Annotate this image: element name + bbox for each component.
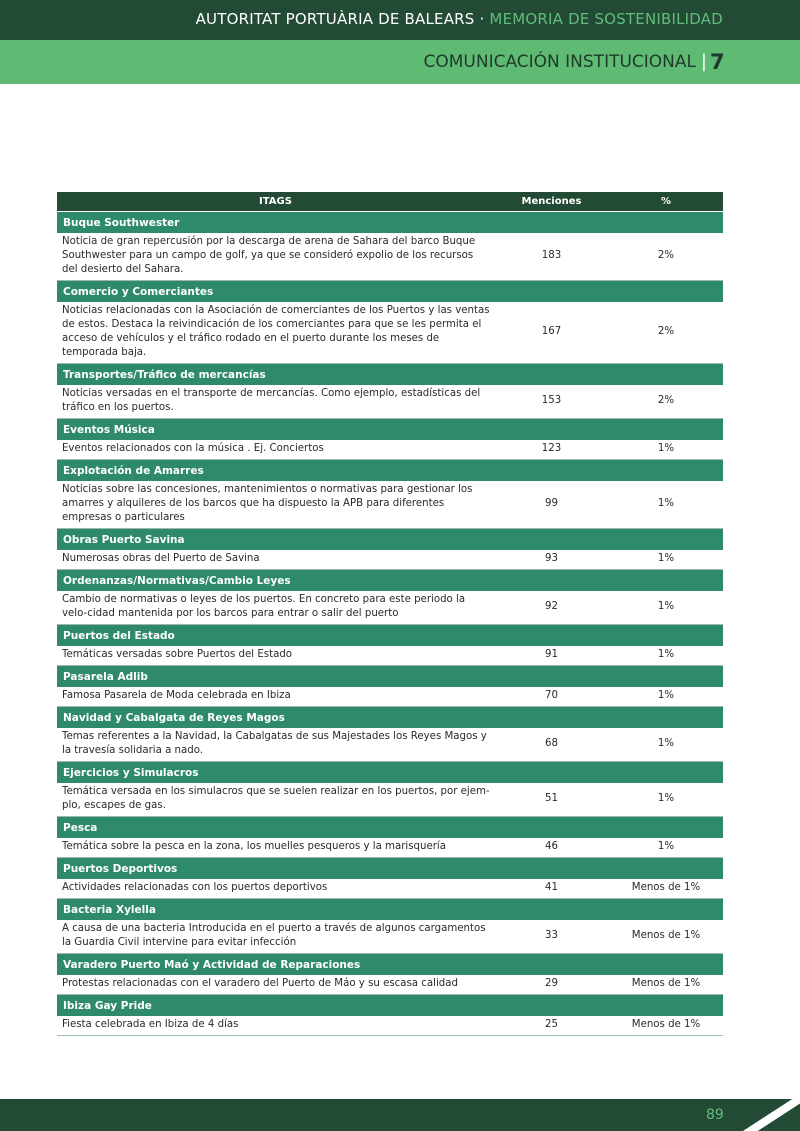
section-pipe: | (700, 51, 707, 72)
row-mentions: 33 (494, 920, 609, 954)
row-percent: 2% (609, 233, 723, 281)
category-label: Explotación de Amarres (57, 460, 723, 482)
column-header-percent: % (609, 192, 723, 212)
row-percent: Menos de 1% (609, 975, 723, 995)
table-row (57, 783, 723, 817)
row-description: Actividades relacionadas con los puertos deportivos (57, 879, 494, 899)
table-row (57, 385, 723, 419)
org-name: AUTORITAT PORTUÀRIA DE BALEARS (195, 10, 475, 28)
row-description: Cambio de normativas o leyes de los puertos. En concreto para este periodo la velo-cidad mantenida por los barcos para entrar o salir del puerto (57, 591, 494, 625)
category-label: Varadero Puerto Maó y Actividad de Reparaciones (57, 954, 723, 976)
category-label: Bacteria Xylella (57, 899, 723, 921)
category-row (57, 419, 723, 441)
category-label: Ibiza Gay Pride (57, 995, 723, 1017)
category-label: Navidad y Cabalgata de Reyes Magos (57, 707, 723, 729)
row-percent: 1% (609, 838, 723, 858)
row-percent: 1% (609, 687, 723, 707)
row-mentions: 183 (494, 233, 609, 281)
table-row (57, 233, 723, 281)
row-description: Noticia de gran repercusión por la descarga de arena de Sahara del barco Buque Southwester para un campo de golf, ya que se consideró expolio de los recursos del desierto del Sahara. (57, 233, 494, 281)
row-percent: Menos de 1% (609, 1016, 723, 1036)
category-label: Ejercicios y Simulacros (57, 762, 723, 784)
row-mentions: 99 (494, 481, 609, 529)
row-description: Noticias versadas en el transporte de mercancías. Como ejemplo, estadísticas del tráfico en los puertos. (57, 385, 494, 419)
row-mentions: 93 (494, 550, 609, 570)
category-label: Obras Puerto Savina (57, 529, 723, 551)
category-label: Puertos Deportivos (57, 858, 723, 880)
row-description: Eventos relacionados con la música . Ej. Conciertos (57, 440, 494, 460)
category-row (57, 625, 723, 647)
top-header-bar (0, 0, 800, 40)
row-description: Noticias sobre las concesiones, mantenimientos o normativas para gestionar los amarres y alquileres de los barcos que ha dispuesto la APB para diferentes empresas o particulares (57, 481, 494, 529)
table-row (57, 975, 723, 995)
category-row (57, 460, 723, 482)
row-mentions: 167 (494, 302, 609, 364)
category-row (57, 281, 723, 303)
publication-title (196, 10, 723, 28)
table-row (57, 481, 723, 529)
category-label: Buque Southwester (57, 212, 723, 234)
row-percent: 1% (609, 440, 723, 460)
row-percent: 2% (609, 385, 723, 419)
row-mentions: 153 (494, 385, 609, 419)
row-description: Protestas relacionadas con el varadero del Puerto de Máo y su escasa calidad (57, 975, 494, 995)
row-description: Noticias relacionadas con la Asociación de comerciantes de los Puertos y las ventas de estos. Destaca la reivindicación de los comerciantes para que se les permita el acceso de vehículos y el tráfico rodado en el puerto durante los meses de temporada baja. (57, 302, 494, 364)
category-row (57, 364, 723, 386)
table-row (57, 838, 723, 858)
row-percent: 1% (609, 550, 723, 570)
section-number: 7 (710, 50, 725, 74)
row-percent: 2% (609, 302, 723, 364)
row-mentions: 25 (494, 1016, 609, 1036)
row-description: Famosa Pasarela de Moda celebrada en Ibiza (57, 687, 494, 707)
table-row (57, 728, 723, 762)
category-row (57, 899, 723, 921)
row-percent: 1% (609, 591, 723, 625)
row-percent: 1% (609, 783, 723, 817)
category-label: Transportes/Tráfico de mercancías (57, 364, 723, 386)
category-row (57, 666, 723, 688)
table-row (57, 440, 723, 460)
table-row (57, 1016, 723, 1036)
row-mentions: 68 (494, 728, 609, 762)
category-row (57, 762, 723, 784)
title-separator: · (474, 10, 490, 28)
row-mentions: 29 (494, 975, 609, 995)
row-mentions: 51 (494, 783, 609, 817)
page-number: 89 (706, 1107, 724, 1123)
category-row (57, 707, 723, 729)
table-header-row (57, 192, 723, 212)
table-row (57, 302, 723, 364)
row-description: Temas referentes a la Navidad, la Cabalgatas de sus Majestades los Reyes Magos y la travesía solidaria a nado. (57, 728, 494, 762)
category-row (57, 954, 723, 976)
row-mentions: 123 (494, 440, 609, 460)
decorative-stripe (727, 1099, 800, 1131)
category-row (57, 212, 723, 234)
category-label: Eventos Música (57, 419, 723, 441)
row-mentions: 70 (494, 687, 609, 707)
category-label: Pesca (57, 817, 723, 839)
row-percent: 1% (609, 481, 723, 529)
row-description: Temática sobre la pesca en la zona, los muelles pesqueros y la marisquería (57, 838, 494, 858)
row-percent: Menos de 1% (609, 879, 723, 899)
section-header-bar (0, 40, 800, 84)
row-percent: 1% (609, 728, 723, 762)
footer-bar (0, 1099, 800, 1131)
category-row (57, 858, 723, 880)
row-mentions: 92 (494, 591, 609, 625)
category-label: Ordenanzas/Normativas/Cambio Leyes (57, 570, 723, 592)
row-percent: Menos de 1% (609, 920, 723, 954)
row-description: Fiesta celebrada en Ibiza de 4 días (57, 1016, 494, 1036)
row-percent: 1% (609, 646, 723, 666)
row-mentions: 91 (494, 646, 609, 666)
table-body (57, 212, 723, 1036)
column-header-menciones: Menciones (494, 192, 609, 212)
row-description: Temática versada en los simulacros que se suelen realizar en los puertos, por ejem-plo, escapes de gas. (57, 783, 494, 817)
category-row (57, 529, 723, 551)
table-row (57, 879, 723, 899)
row-description: Temáticas versadas sobre Puertos del Estado (57, 646, 494, 666)
row-description: Numerosas obras del Puerto de Savina (57, 550, 494, 570)
row-description: A causa de una bacteria Introducida en el puerto a través de algunos cargamentos la Guardia Civil intervine para evitar infección (57, 920, 494, 954)
table-row (57, 920, 723, 954)
table-row (57, 646, 723, 666)
category-label: Comercio y Comerciantes (57, 281, 723, 303)
table-row (57, 687, 723, 707)
column-header-itags: ITAGS (57, 192, 494, 212)
row-mentions: 46 (494, 838, 609, 858)
category-row (57, 995, 723, 1017)
table-row (57, 591, 723, 625)
category-row (57, 570, 723, 592)
itags-table (57, 192, 723, 1036)
report-name: MEMORIA DE SOSTENIBILIDAD (489, 10, 723, 28)
category-label: Pasarela Adlib (57, 666, 723, 688)
category-label: Puertos del Estado (57, 625, 723, 647)
table-row (57, 550, 723, 570)
row-mentions: 41 (494, 879, 609, 899)
category-row (57, 817, 723, 839)
section-title: COMUNICACIÓN INSTITUCIONAL (423, 52, 696, 72)
